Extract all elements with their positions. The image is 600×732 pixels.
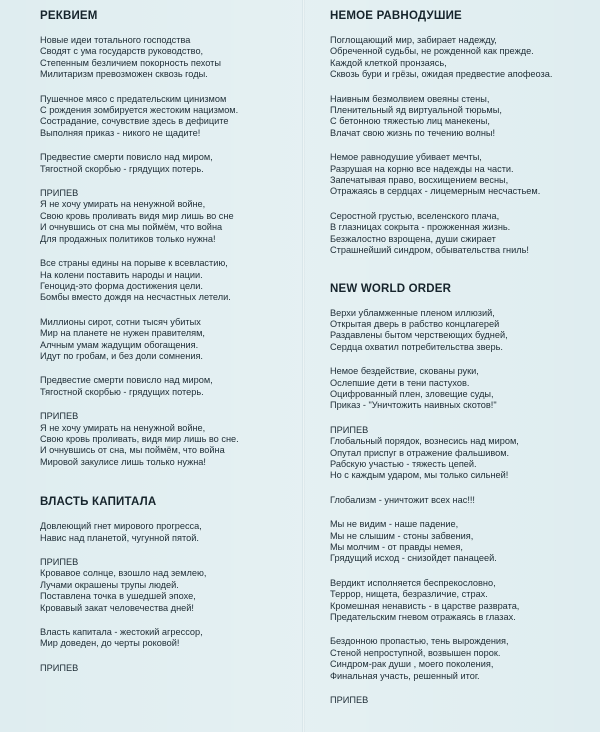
lyric-line: Сквозь бури и грёзы, ожидая предвестие апофеоза.: [330, 69, 553, 80]
verse-block: [40, 663, 302, 674]
lyric-line: Выполняя приказ - никого не щадите!: [40, 127, 201, 138]
lyric-line: Террор, нищета, безразличие, страх.: [330, 589, 488, 600]
lyric-line: Немое равнодушие убивает мечты,: [330, 152, 482, 163]
verse-block: [330, 152, 590, 198]
lyric-line: Поставлена точка в ушедшей эпохе,: [40, 591, 196, 602]
lyric-line: Мы не слышим - стоны забвения,: [330, 530, 474, 541]
chorus-label: ПРИПЕВ: [40, 557, 79, 567]
verse-block: [40, 521, 302, 544]
lyric-line: Тягостной скорбью - грядущих потерь.: [40, 386, 204, 397]
lyric-line: Тягостной скорбью - грядущих потерь.: [40, 163, 204, 174]
lyric-line: Сострадание, сочувствие здесь в дефиците: [40, 116, 229, 127]
lyric-line: Приказ - "Уничтожить наивных скотов!": [330, 400, 497, 411]
verse-block: [330, 425, 590, 482]
lyric-line: Но с каждым ударом, мы только сильней!: [330, 470, 509, 481]
lyric-line: Кромешная ненависть - в царстве разврата,: [330, 600, 520, 611]
song-title-new-world-order: NEW WORLD ORDER: [330, 282, 452, 295]
verse-block: [330, 211, 590, 257]
verse-block: [40, 152, 302, 175]
lyric-line: Мировой закулисе лишь только нужна!: [40, 456, 206, 467]
lyric-line: Бомбы вместо дождя на несчастных летели.: [40, 292, 231, 303]
lyric-line: Вердикт исполняется беспрекословно,: [330, 577, 496, 588]
section-vlast-kapitala: [40, 496, 302, 674]
verse-block: [40, 94, 302, 140]
lyric-line: Мир доведен, до черты роковой!: [40, 638, 180, 649]
lyric-line: Синдром-рак души , моего поколения,: [330, 659, 494, 670]
lyric-line: И очнувшись от сна, мы поймём, что война: [40, 445, 225, 456]
verse-block: [330, 636, 590, 682]
lyric-line: Сердца охватил потребительства зверь.: [330, 341, 503, 352]
lyric-line: Я не хочу умирать на ненужной войне,: [40, 199, 206, 210]
lyric-line: Для продажных политиков только нужна!: [40, 233, 216, 244]
song-body-nemoe-ravnodushie: [330, 35, 590, 257]
lyric-line: Мы не видим - наше падение,: [330, 519, 459, 530]
verse-block: [40, 258, 302, 304]
lyric-line: Открытая дверь в рабство концлагерей: [330, 318, 500, 329]
lyric-line: Лучами окрашены трупы людей.: [40, 579, 179, 590]
verse-block: [40, 411, 302, 468]
lyric-line: На колени поставить народы и нации.: [40, 269, 203, 280]
verse-block: [40, 627, 302, 650]
verse-block: [330, 519, 590, 565]
verse-block: [330, 495, 590, 506]
verse-block: [330, 695, 590, 706]
verse-block: [40, 375, 302, 398]
lyric-line: Стеной непроступной, возвышен порок.: [330, 647, 501, 658]
lyric-line: Наивным безмолвием овеяны стены,: [330, 93, 490, 104]
lyric-line: Предвестие смерти повисло над миром,: [40, 152, 213, 163]
lyric-line: Свою кровь проливать, видя мир лишь во сне.: [40, 433, 239, 444]
lyric-line: Бездонною пропастью, тень вырождения,: [330, 636, 509, 647]
lyric-line: Идут по гробам, и без доли сомнения.: [40, 350, 203, 361]
lyric-line: Влачат свою жизнь по течению волны!: [330, 127, 496, 138]
lyric-line: Степенным безличием покорность пехоты: [40, 57, 221, 68]
lyric-line: Страшнейший синдром, обывательства гниль!: [330, 245, 529, 256]
song-body-rekviem: [40, 35, 302, 468]
lyric-line: Отражаясь в сердцах - лицемерным несчастьем.: [330, 186, 541, 197]
right-column: [330, 10, 590, 719]
lyric-line: Я не хочу умирать на ненужной войне,: [40, 422, 206, 433]
lyric-line: Ослепшие дети в тени пастухов.: [330, 377, 470, 388]
lyric-line: Пушечное мясо с предательским цинизмом: [40, 93, 227, 104]
lyric-line: Пленительный яд виртуальной тюрьмы,: [330, 105, 502, 116]
verse-block: [330, 578, 590, 624]
lyric-line: Власть капитала - жестокий агрессор,: [40, 627, 203, 638]
lyric-line: С бетонною тяжестью лиц манекены,: [330, 116, 490, 127]
lyric-line: С рождения зомбируется жестоким нацизмом.: [40, 105, 239, 116]
lyric-line: Милитаризм превозможен сквозь годы.: [40, 69, 208, 80]
lyric-line: Немое бездействие, скованы руки,: [330, 366, 479, 377]
lyric-line: Геноцид-это форма достижения цели.: [40, 280, 203, 291]
lyric-line: И очнувшись от сна мы поймём, что война: [40, 222, 223, 233]
chorus-label: ПРИПЕВ: [40, 411, 79, 422]
verse-block: [40, 317, 302, 363]
lyric-line: Обреченной судьбы, не рожденной как прежде.: [330, 46, 534, 57]
lyric-line: Глобальный порядок, вознесись над миром,: [330, 436, 519, 447]
lyric-line: Мы молчим - от правды немея,: [330, 542, 463, 552]
verse-block: [330, 35, 590, 81]
left-column: [40, 10, 302, 687]
lyric-line: Каждой клеткой пронзаясь,: [330, 57, 447, 68]
verse-block: [40, 35, 302, 81]
lyric-line: Раздавлены бытом черствеющих будней,: [330, 330, 508, 341]
song-title-rekviem: РЕКВИЕМ: [40, 10, 98, 22]
lyric-line: Глобализм - уничтожит всех нас!!!: [330, 494, 475, 505]
chorus-label: ПРИПЕВ: [330, 695, 369, 706]
lyric-line: Опутал приспуг в отражение фальшивом.: [330, 447, 510, 458]
lyric-line: Миллионы сирот, сотни тысяч убитых: [40, 316, 201, 327]
lyric-line: Предвестие смерти повисло над миром,: [40, 375, 213, 386]
lyric-line: Разрушая на корню все надежды на части.: [330, 163, 514, 174]
verse-block: [40, 557, 302, 614]
lyric-line: Предательским гневом отражаясь в глазах.: [330, 612, 516, 623]
chorus-label: ПРИПЕВ: [330, 424, 369, 435]
lyric-line: Запечатывая право, восхищением весны,: [330, 175, 509, 186]
lyric-line: Довлеющий гнет мирового прогресса,: [40, 521, 202, 532]
lyric-line: Безжалостно взрощена, души сжирает: [330, 233, 496, 244]
verse-block: [330, 94, 590, 140]
chorus-label: ПРИПЕВ: [40, 188, 79, 199]
song-body-new-world-order: [330, 308, 590, 707]
lyric-line: Финальная участь, решенный итог.: [330, 670, 480, 681]
lyric-line: Свою кровь проливать видя мир лишь во сне: [40, 210, 234, 221]
verse-block: [40, 188, 302, 245]
song-title-nemoe-ravnodushie: НЕМОЕ РАВНОДУШИЕ: [330, 10, 462, 22]
lyric-line: Серостной грустью, вселенского плача,: [330, 210, 500, 221]
lyric-line: Оцифрованный плен, зловещие суды,: [330, 388, 494, 399]
lyric-line: Алчным умам жадущим обогащения.: [40, 339, 199, 350]
lyric-line: В глазницах сокрыта - прожженная жизнь.: [330, 222, 511, 233]
lyric-line: Верхи убламженные пленом иллюзий,: [330, 307, 495, 318]
lyric-line: Кровавый закат человечества дней!: [40, 602, 194, 613]
verse-block: [330, 366, 590, 412]
song-title-vlast-kapitala: ВЛАСТЬ КАПИТАЛА: [40, 496, 157, 509]
lyric-line: Все страны едины на порыве к всевластию,: [40, 258, 228, 269]
paper-fold: [302, 0, 305, 732]
section-new-world-order: [330, 283, 590, 707]
lyric-line: Грядущий исход - снизойдет панацеей.: [330, 553, 497, 564]
lyric-line: Навис над планетой, чугунной пятой.: [40, 532, 199, 543]
lyric-line: Кровавое солнце, взошло над землею,: [40, 568, 207, 579]
lyric-line: Рабскую участью - тяжесть цепей.: [330, 458, 477, 469]
lyric-line: Новые идеи тотального господства: [40, 35, 191, 45]
verse-block: [330, 308, 590, 354]
lyric-line: Мир на планете не нужен правителям,: [40, 328, 205, 339]
lyric-line: Сводят с ума государств руководство,: [40, 46, 204, 57]
chorus-label: ПРИПЕВ: [40, 662, 79, 673]
song-body-vlast-kapitala: [40, 521, 302, 674]
lyric-line: Поглощающий мир, забирает надежду,: [330, 35, 497, 45]
